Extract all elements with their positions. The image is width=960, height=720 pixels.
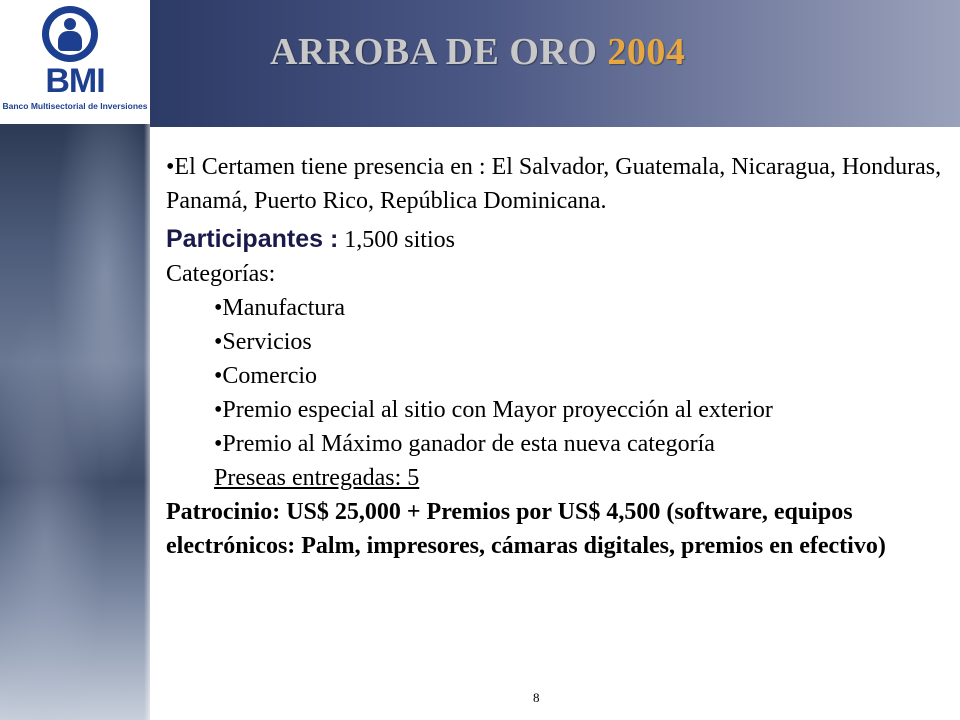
title-year: 2004 xyxy=(607,31,686,73)
title-main: ARROBA DE ORO xyxy=(270,31,598,73)
category-item: •Servicios xyxy=(214,329,312,355)
bmi-logo xyxy=(0,0,150,124)
page-number: 8 xyxy=(533,690,540,705)
participants-value: 1,500 sitios xyxy=(344,227,455,253)
slide-body xyxy=(166,150,946,563)
awards-line: Preseas entregadas: 5 xyxy=(214,465,420,491)
logo-figure-body xyxy=(58,31,82,51)
sponsorship-text: Patrocinio: US$ 25,000 + Premios por US$ 4,500 (software, equipos electrónicos: Palm, impresores, cámaras digitales, premios en efectivo) xyxy=(166,499,886,559)
participants-line xyxy=(166,222,946,257)
participants-label: Participantes : xyxy=(166,225,339,253)
slide-title xyxy=(270,30,685,74)
logo-figure-head xyxy=(64,18,76,30)
logo-subtitle: Banco Multisectorial de Inversiones xyxy=(2,101,148,111)
categories-label: Categorías: xyxy=(166,261,276,287)
category-item: •Premio al Máximo ganador de esta nueva categoría xyxy=(214,431,715,457)
intro-bullet: •El Certamen tiene presencia en : El Salvador, Guatemala, Nicaragua, Honduras, Panamá, Puerto Rico, República Dominicana. xyxy=(166,154,942,214)
category-item: •Comercio xyxy=(214,363,318,389)
sidebar-photo-collage xyxy=(0,124,150,720)
category-item: •Manufactura xyxy=(214,295,346,321)
category-item: •Premio especial al sitio con Mayor proyección al exterior xyxy=(214,397,773,423)
logo-wordmark: BMI xyxy=(45,62,105,100)
